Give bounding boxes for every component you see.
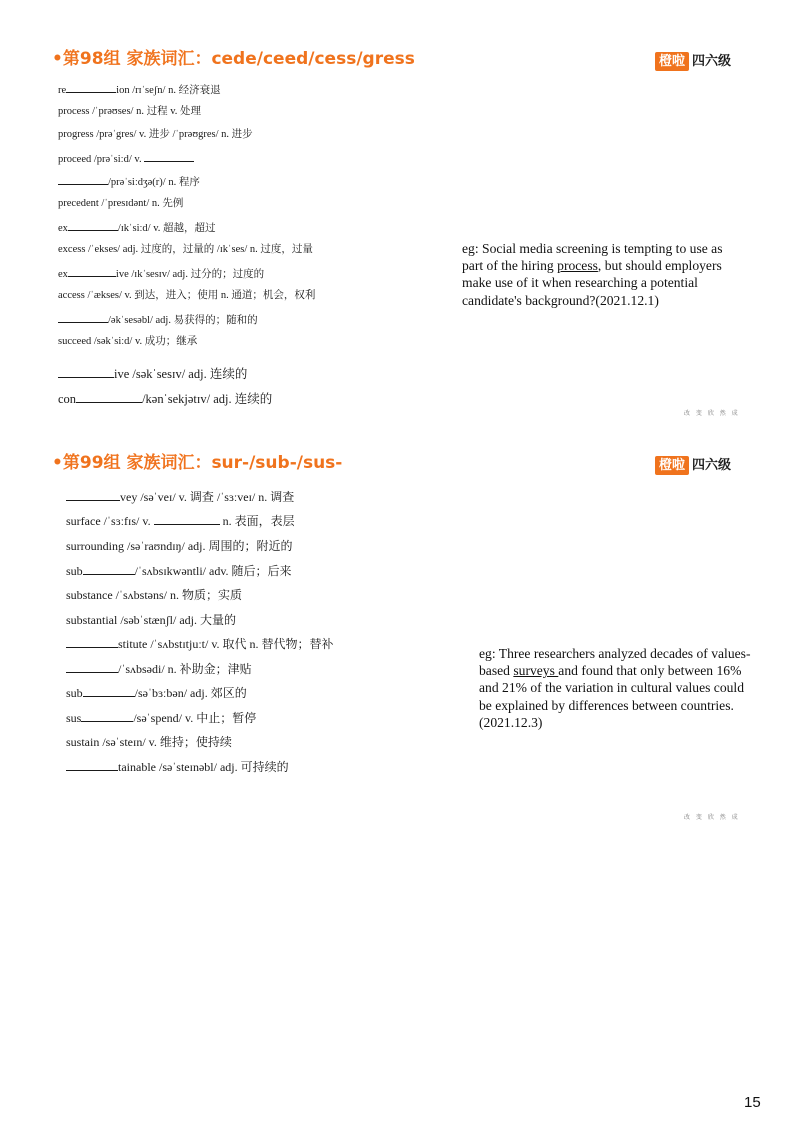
word-entry [66,514,295,529]
section-99-title: •第99组 家族词汇：sur-/sub-/sus- [52,453,343,473]
entry-prefix: access /ˈækses/ v. 到达，进入；使用 n. 通道；机会，权利 [58,290,316,301]
section-98-example [462,240,742,309]
entry-prefix: sustain /səˈsteɪn/ v. 维持；使持续 [66,735,232,749]
fill-in-blank [83,564,135,575]
word-entry [66,735,232,750]
word-entry [58,174,200,190]
fill-in-blank [58,312,108,323]
word-entry [58,312,258,328]
entry-prefix: surface /ˈsɜːfɪs/ v. [66,514,154,528]
word-entry [66,613,236,628]
entry-prefix: surrounding /səˈraʊndɪŋ/ adj. 周围的；附近的 [66,539,293,553]
entry-prefix: sub [66,686,83,700]
word-entry [66,760,289,775]
word-entry [58,266,264,282]
entry-prefix: proceed /prəˈsiːd/ v. [58,154,145,165]
entry-prefix: sus [66,711,82,725]
brand-level: 四六级 [692,458,732,473]
fill-in-blank [66,490,120,501]
fill-in-blank [68,266,116,277]
entry-prefix: ex [58,223,68,234]
word-entry [66,637,334,652]
entry-prefix: progress /prəˈgres/ v. 进步 /ˈprəʊgres/ n. 进步 [58,129,253,140]
fill-in-blank [68,220,118,231]
entry-prefix: process /ˈprəʊses/ n. 过程 v. 处理 [58,106,202,117]
example-text-before: eg: Three researchers analyzed decades of values-based [479,646,751,679]
brand-level: 四六级 [692,54,732,69]
example-underlined-word: surveys [513,663,559,679]
fill-in-blank [66,760,118,771]
word-entry [58,335,197,349]
entry-suffix: /səˈbɜːbən/ adj. 郊区的 [134,686,247,700]
fill-in-blank [83,686,135,697]
entry-suffix: /ˈsʌbsədi/ n. 补助金；津贴 [118,662,252,676]
word-entry [58,289,315,303]
word-entry [66,539,293,554]
entry-suffix: tainable /səˈsteɪnəbl/ adj. 可持续的 [118,760,289,774]
entry-prefix: re [58,85,67,96]
page-number: 15 [744,1094,761,1111]
word-entry [58,197,183,211]
entry-prefix: con [58,392,77,406]
word-entry [58,366,247,382]
entry-suffix: /səˈspend/ v. 中止；暂停 [133,711,257,725]
entry-suffix: /prəˈsiːdʒə(r)/ n. 程序 [108,177,200,188]
word-entry [66,686,247,701]
entry-suffix: ive /ɪkˈsesɪv/ adj. 过分的；过度的 [115,269,265,280]
fill-in-blank [154,514,220,525]
section-99-example [479,645,759,731]
entry-suffix: n. 表面，表层 [219,514,295,528]
entry-suffix: /kənˈsekjətɪv/ adj. 连续的 [142,392,273,406]
word-entry [58,220,216,236]
fill-in-blank [66,82,116,93]
section-98-footer-mark: 改 变 欣 然 成 [684,410,740,417]
fill-in-blank [81,711,133,722]
word-entry [58,82,221,98]
fill-in-blank [76,392,142,403]
brand-badge [655,456,731,475]
entry-prefix: precedent /ˈpresɪdənt/ n. 先例 [58,198,184,209]
entry-prefix: substantial /səbˈstænʃl/ adj. 大量的 [66,613,236,627]
entry-suffix: /əkˈsesəbl/ adj. 易获得的；随和的 [108,315,258,326]
entry-prefix: sub [66,564,83,578]
entry-prefix: succeed /səkˈsiːd/ v. 成功；继承 [58,336,198,347]
example-text-after: and found that only between 16% and 21% of the variation in cultural values could be explained by differences between countries. (2021.12.3) [479,663,744,730]
brand-logo: 橙啦 [655,52,689,71]
word-entry [58,105,201,119]
word-entry [66,662,252,677]
entry-suffix: vey /səˈveɪ/ v. 调查 /ˈsɜːveɪ/ n. 调查 [120,490,295,504]
entry-suffix: stitute /ˈsʌbstɪtjuːt/ v. 取代 n. 替代物；替补 [118,637,334,651]
word-entry [58,243,313,257]
word-entry [66,490,294,505]
fill-in-blank [66,662,118,673]
fill-in-blank [58,174,108,185]
fill-in-blank [58,367,114,378]
section-99-footer-mark: 改 变 欣 然 成 [684,814,740,821]
section-98-title: •第98组 家族词汇：cede/ceed/cess/gress [52,49,415,69]
brand-badge [655,52,731,71]
word-entry [58,128,253,142]
entry-suffix: /ˈsʌbsɪkwəntli/ adv. 随后；后来 [134,564,292,578]
entry-suffix: ion /rɪˈseʃn/ n. 经济衰退 [116,85,221,96]
entry-prefix: substance /ˈsʌbstəns/ n. 物质；实质 [66,588,242,602]
entry-prefix: excess /ˈekses/ adj. 过度的，过量的 /ɪkˈses/ n. 过度，过量 [58,244,313,255]
word-entry [58,391,272,407]
fill-in-blank [66,637,118,648]
brand-logo: 橙啦 [655,456,689,475]
word-entry [66,588,242,603]
word-entry [58,151,194,167]
fill-in-blank [144,151,194,162]
entry-suffix: /ɪkˈsiːd/ v. 超越，超过 [117,223,216,234]
example-text-before: eg: Social media screening is tempting to use as part of the hiring [462,241,723,274]
word-entry [66,564,292,579]
example-text-after: , but should employers make use of it when researching a potential candidate's background?(2021.12.1) [462,258,722,308]
entry-prefix: ex [58,269,68,280]
entry-suffix: ive /səkˈsesɪv/ adj. 连续的 [114,367,248,381]
example-underlined-word: process [557,258,598,274]
word-entry [66,711,256,726]
